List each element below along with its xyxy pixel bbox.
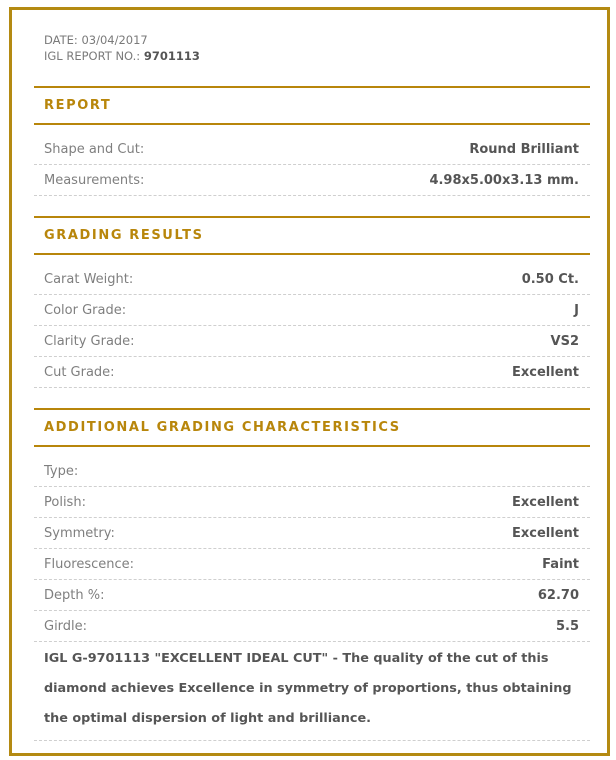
row-label: Clarity Grade:: [44, 333, 135, 349]
row-value: Round Brilliant: [469, 141, 579, 157]
section-rows: [34, 125, 590, 196]
section-report: [34, 86, 590, 196]
row-label: Measurements:: [44, 172, 145, 188]
report-number-label: IGL REPORT NO.:: [44, 49, 141, 63]
row-clarity-grade: [34, 326, 590, 357]
date-label: DATE:: [44, 33, 78, 47]
row-label: Type:: [44, 463, 79, 479]
row-label: Girdle:: [44, 618, 88, 634]
row-carat-weight: [34, 264, 590, 295]
row-label: Carat Weight:: [44, 271, 134, 287]
row-type: [34, 456, 590, 487]
section-title: REPORT: [34, 86, 590, 125]
row-value: Excellent: [512, 494, 579, 510]
row-label: Depth %:: [44, 587, 105, 603]
section-additional-characteristics: [34, 408, 590, 741]
row-value: VS2: [550, 333, 579, 349]
section-title: GRADING RESULTS: [34, 216, 590, 255]
row-fluorescence: [34, 549, 590, 580]
row-cut-grade: [34, 357, 590, 388]
cut-quality-note: IGL G-9701113 "EXCELLENT IDEAL CUT" - The quality of the cut of this diamond achieves Excellence in symmetry of proportions, thus obtaining the optimal dispersion of light and brilliance.: [34, 642, 590, 741]
row-polish: [34, 487, 590, 518]
row-label: Shape and Cut:: [44, 141, 145, 157]
row-value: 4.98x5.00x3.13 mm.: [429, 172, 579, 188]
report-card: [9, 7, 610, 756]
row-label: Cut Grade:: [44, 364, 115, 380]
section-title: ADDITIONAL GRADING CHARACTERISTICS: [34, 408, 590, 447]
report-number-line: [44, 48, 200, 64]
row-value: 5.5: [555, 618, 579, 634]
row-value: Faint: [542, 556, 579, 572]
row-label: Color Grade:: [44, 302, 127, 318]
section-rows: [34, 255, 590, 388]
row-value: 62.70: [537, 587, 579, 603]
row-value: Excellent: [512, 364, 579, 380]
row-label: Polish:: [44, 494, 86, 510]
row-depth: [34, 580, 590, 611]
date-value: 03/04/2017: [81, 33, 148, 47]
row-color-grade: [34, 295, 590, 326]
row-value: 0.50 Ct.: [521, 271, 579, 287]
row-value: J: [574, 302, 579, 318]
row-label: Symmetry:: [44, 525, 115, 541]
section-grading-results: [34, 216, 590, 388]
row-shape-and-cut: [34, 134, 590, 165]
row-symmetry: [34, 518, 590, 549]
report-meta: [44, 32, 200, 64]
row-label: Fluorescence:: [44, 556, 135, 572]
row-girdle: [34, 611, 590, 642]
row-measurements: [34, 165, 590, 196]
report-number-value: 9701113: [143, 49, 200, 63]
row-value: Excellent: [512, 525, 579, 541]
section-rows: [34, 447, 590, 741]
date-line: [44, 32, 200, 48]
